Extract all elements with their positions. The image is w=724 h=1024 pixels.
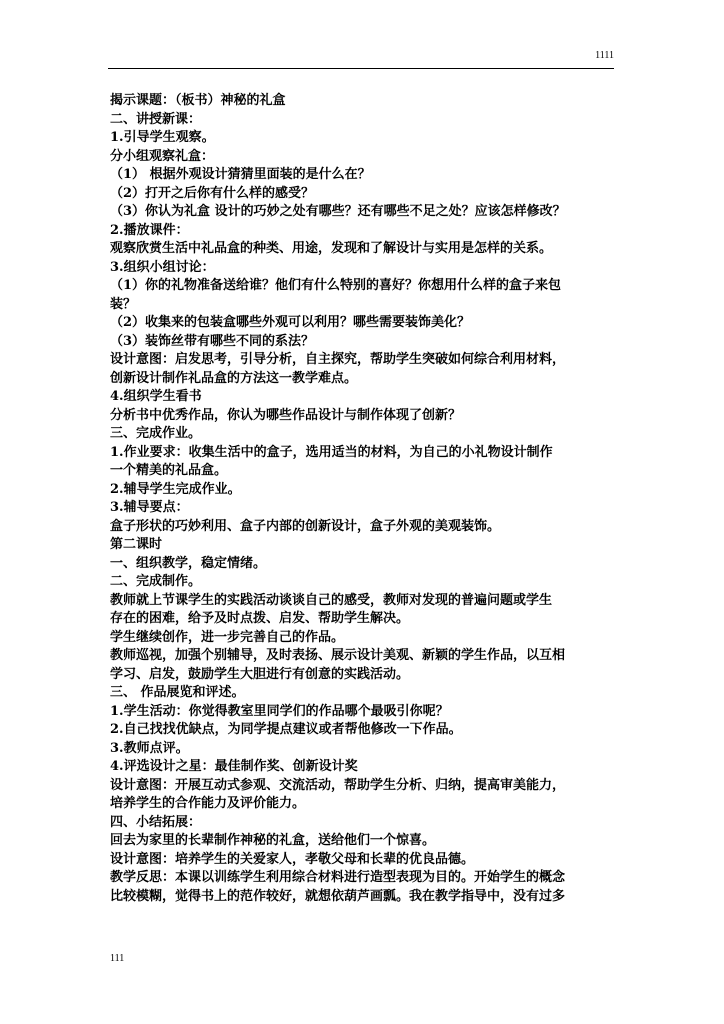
text-line: 分析书中优秀作品，你认为哪些作品设计与制作体现了创新？: [110, 407, 462, 423]
text-line: （2）收集来的包装盒哪些外观可以利用？哪些需要装饰美化？: [110, 315, 471, 330]
text-line: 二、讲授新课：: [110, 111, 202, 127]
text-line: 1.引导学生观察。: [110, 130, 215, 145]
header-page-number: 1111: [595, 50, 614, 61]
text-line: 设计意图：培养学生的关爱家人，孝敬父母和长辈的优良品德。: [110, 851, 475, 867]
text-line: 4.评选设计之星：最佳制作奖、创新设计奖: [110, 759, 358, 774]
text-line: 培养学生的合作能力及评价能力。: [110, 796, 306, 811]
text-line: 四、小结拓展：: [110, 814, 202, 830]
text-line: 观察欣赏生活中礼品盒的种类、用途，发现和了解设计与实用是怎样的关系。: [110, 241, 553, 256]
text-line: 设计意图：开展互动式参观、交流活动，帮助学生分析、归纳，提高审美能力，: [110, 777, 566, 793]
text-line: 2.辅导学生完成作业。: [110, 481, 241, 497]
text-line: 第二课时: [110, 537, 163, 552]
text-line: 二、完成制作。: [110, 574, 202, 589]
header-rule: [108, 68, 614, 69]
text-line: 3.教师点评。: [110, 740, 189, 756]
text-line: 学习、启发，鼓励学生大胆进行有创意的实践活动。: [110, 666, 410, 682]
text-line: 1.作业要求：收集生活中的盒子，选用适当的材料，为自己的小礼物设计制作: [110, 444, 553, 460]
text-line: 3.组织小组讨论：: [110, 259, 215, 275]
text-line: 教师就上节课学生的实践活动谈谈自己的感受，教师对发现的普遍问题或学生: [110, 592, 553, 608]
text-line: （3）装饰丝带有哪些不同的系法？: [110, 333, 315, 349]
text-line: 分小组观察礼盒：: [110, 148, 215, 164]
text-line: 三、 作品展览和评述。: [110, 685, 245, 700]
text-line: 创新设计制作礼品盒的方法这一教学难点。: [110, 370, 358, 386]
text-line: 一、组织教学，稳定情绪。: [110, 555, 267, 571]
text-line: 1.学生活动：你觉得教室里同学们的作品哪个最吸引你呢？: [110, 703, 449, 719]
text-line: 揭示课题：（板书）神秘的礼盒: [110, 93, 286, 108]
text-line: 4.组织学生看书: [110, 389, 202, 404]
text-line: 设计意图：启发思考，引导分析，自主探究，帮助学生突破如何综合利用材料，: [110, 352, 566, 367]
text-line: （2）打开之后你有什么样的感受？: [110, 185, 315, 201]
text-line: 教学反思：本课以训练学生利用综合材料进行造型表现为目的。开始学生的概念: [110, 870, 566, 885]
text-line: 装？: [110, 296, 137, 312]
text-line: 比较模糊，觉得书上的范作较好，就想依葫芦画瓢。我在教学指导中，没有过多: [110, 888, 566, 904]
document-body: [110, 92, 616, 906]
footer-page-number: 111: [110, 953, 125, 964]
text-line: 3.辅导要点：: [110, 500, 189, 515]
text-line: 一个精美的礼品盒。: [110, 463, 228, 478]
text-line: 回去为家里的长辈制作神秘的礼盒，送给他们一个惊喜。: [110, 833, 436, 848]
text-line: 教师巡视，加强个别辅导，及时表扬、展示设计美观、新颖的学生作品，以互相: [110, 648, 566, 663]
text-line: （1） 根据外观设计猜猜里面装的是什么在？: [110, 167, 371, 182]
text-line: 2.自己找找优缺点，为同学提点建议或者帮他修改一下作品。: [110, 722, 462, 737]
text-line: 2.播放课件：: [110, 222, 189, 238]
text-line: （1）你的礼物准备送给谁？他们有什么特别的喜好？你想用什么样的盒子来包: [110, 278, 562, 293]
text-line: 学生继续创作，进一步完善自己的作品。: [110, 629, 345, 645]
text-line: 盒子形状的巧妙利用、盒子内部的创新设计，盒子外观的美观装饰。: [110, 518, 501, 534]
text-line: （3）你认为礼盒 设计的巧妙之处有哪些？还有哪些不足之处？应该怎样修改？: [110, 204, 566, 219]
text-line: 三、完成作业。: [110, 426, 202, 441]
text-line: 存在的困难，给予及时点拨、启发、帮助学生解决。: [110, 611, 410, 626]
